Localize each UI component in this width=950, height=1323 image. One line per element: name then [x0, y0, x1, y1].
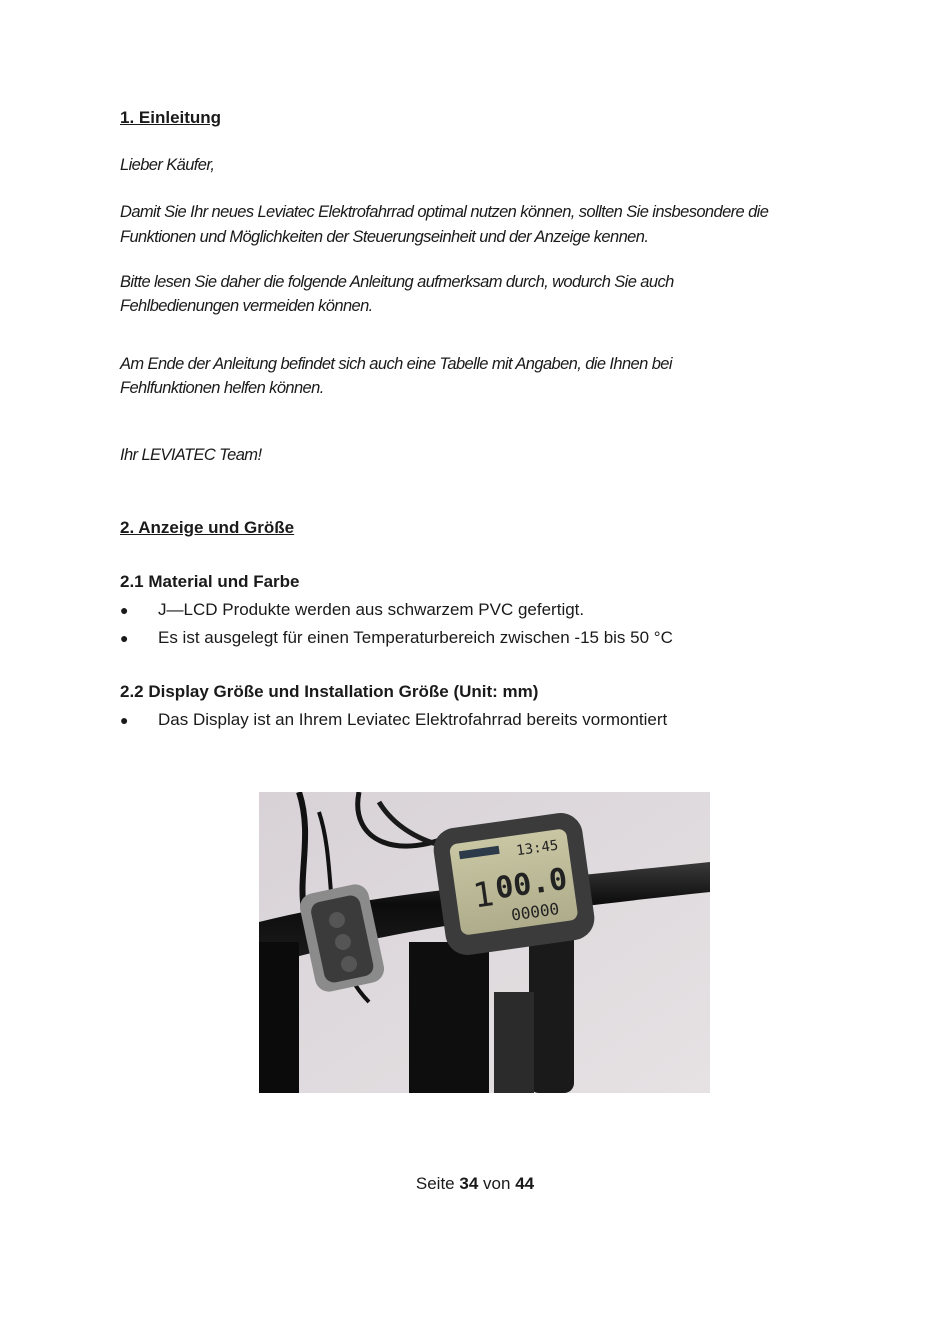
lcd-level: 1 [470, 874, 497, 917]
section-1-heading: 1. Einleitung [120, 108, 222, 127]
footer-total-pages: 44 [515, 1174, 535, 1193]
list-item-text: J—LCD Produkte werden aus schwarzem PVC gefertigt. [158, 600, 585, 619]
lcd-speed: 00.0 [493, 861, 570, 907]
bullet-icon: ● [120, 712, 129, 728]
footer-middle: von [483, 1174, 511, 1193]
list-item-text: Das Display ist an Ihrem Leviatec Elektrofahrrad bereits vormontiert [158, 710, 668, 729]
list-item-text: Es ist ausgelegt für einen Temperaturbereich zwischen -15 bis 50 °C [158, 628, 673, 647]
lcd-time: 13:45 [515, 837, 560, 860]
greeting: Lieber Käufer, [120, 156, 215, 174]
lcd-screen [459, 837, 572, 931]
list-item [120, 600, 584, 620]
bullet-icon: ● [120, 630, 129, 646]
page-footer [0, 1174, 950, 1194]
section-2-1-heading: 2.1 Material und Farbe [120, 572, 300, 591]
list-item [120, 710, 667, 730]
photo-illustration [259, 792, 710, 1093]
intro-paragraph-1-line-1: Damit Sie Ihr neues Leviatec Elektrofahrrad optimal nutzen können, sollten Sie insbesondere die [120, 203, 769, 221]
intro-paragraph-2-line-1: Bitte lesen Sie daher die folgende Anleitung aufmerksam durch, wodurch Sie auch [120, 273, 674, 291]
section-2-heading: 2. Anzeige und Größe [120, 518, 295, 537]
footer-prefix: Seite [415, 1174, 455, 1193]
intro-paragraph-2-line-2: Fehlbedienungen vermeiden können. [120, 297, 373, 315]
list-item [120, 628, 673, 648]
lcd-odometer: 00000 [509, 899, 561, 925]
footer-page-number: 34 [459, 1174, 479, 1193]
ebike-display-photo [259, 792, 710, 1093]
intro-paragraph-1-line-2: Funktionen und Möglichkeiten der Steuerungseinheit und der Anzeige kennen. [120, 228, 649, 246]
intro-paragraph-3-line-2: Fehlfunktionen helfen können. [120, 379, 324, 397]
signoff: Ihr LEVIATEC Team! [120, 446, 262, 464]
section-2-2-heading: 2.2 Display Größe und Installation Größe (Unit: mm) [120, 682, 539, 701]
bullet-icon: ● [120, 602, 129, 618]
intro-paragraph-3-line-1: Am Ende der Anleitung befindet sich auch eine Tabelle mit Angaben, die Ihnen bei [120, 355, 672, 373]
